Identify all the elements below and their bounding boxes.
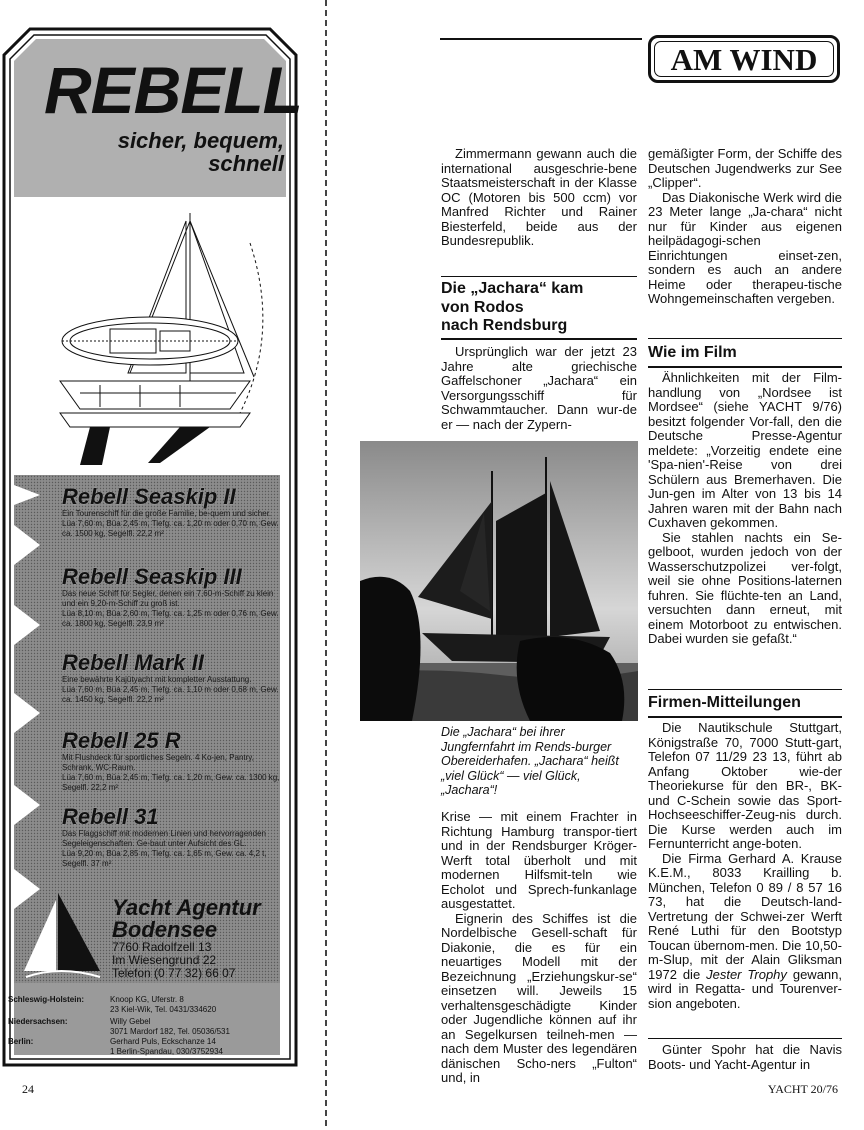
text-segment: Die Firma Gerhard A. Krause K.E.M., 8033 Krailling b. München, Telefon 0 89 / 8 57 16 73, hat die Deutsch-land-Vertretung der Schwei-zer Werft René Luthi für den Bootstyp Toucan übernom-men. Die 10,50-m-Slup, mit der Alain Gliksman 1972 die [648,850,842,982]
section-rule [441,276,637,277]
photo-caption: Die „Jachara“ bei ihrer Jungfernfahrt im Rends-burger Obereiderhafen. „Jachara“ heißt „viel Glück“ — viel Glück, „Jachara“! [441,725,619,797]
model-description: Das Flaggschiff mit modernen Linien und hervorragenden Segeleigenschaften. Ge-baut unter Aufsicht des GL. [62,829,266,848]
magazine-issue: YACHT 20/76 [767,1082,838,1096]
paragraph [648,852,842,1012]
dealer-row [8,995,292,1015]
model-specs: Lüa 7,60 m, Büa 2,45 m, Tiefg. ca. 1,10 m oder 0,68 m, Gew. ca. 1450 kg, Segelfl. 22,2 m² [62,685,279,704]
page-number: 24 [22,1082,34,1096]
model-name: Rebell Seaskip III [62,564,242,589]
agency-address-line-1: 7760 Radolfzell 13 [112,940,212,954]
dealer-region: Berlin: [8,1037,34,1046]
firmen-column [648,721,842,1011]
spohr-column [648,1043,842,1072]
dealer-address-line-2: 1 Berlin-Spandau, 030/3752934 [110,1047,223,1056]
dealer-row [8,1017,292,1037]
model-name: Rebell Seaskip II [62,484,236,509]
dealer-row [8,1037,292,1057]
dealer-region: Niedersachsen: [8,1017,68,1026]
ad-slogan-line-1: sicher, bequem, [117,128,284,153]
article-column-1-intro [441,147,637,249]
section-rule [648,689,842,690]
paragraph: Eignerin des Schiffes ist die Nordelbische Gesell-schaft für Diakonie, die es für ein neuartiges Modell mit der Bezeichnung „Erziehungskur-se“ einsetzen will. Jeweils 15 verhaltensgeschädigte Kinder oder Jugendliche können auf ihr an Segelkursen teilneh-men — nach dem Muster des legendären dänischen Scho-ners „Fulton“ und, in [441,910,637,1085]
model-entry [62,805,282,869]
paragraph: Krise — mit einem Frachter in Richtung Hamburg transpor-tiert und in der Rendsburger Kröger-Werft total überholt und mit modernen Hilfsmit-teln wie Echolot und Sprech-funkanlage ausgestattet. [441,809,637,911]
text-segment: gewann, wird in Regatta- und Tourenver-sion angeboten. [648,966,842,1011]
page-gutter [323,0,329,1130]
paragraph: Das Diakonische Werk wird die 23 Meter lange „Ja-chara“ nicht nur für Kinder aus eigenen heilpädagogi-schen Einrichtungen einset-zen, sondern es auch an andere Heime oder therapeu-tische Wohngemeinschaften vergeben. [648,189,842,306]
paragraph: Sie stahlen nachts ein Se-gelboot, wurden jedoch von der Wasserschutzpolizei ver-folgt, weil sie ohne Positions-laternen fuhren. Sie flüchte-ten an Land, versuchten dann erneut, mit einem Motorboot zu entwischen. Dabei wurden sie gefaßt.“ [648,529,842,646]
paragraph: Günter Spohr hat die Navis Boots- und Yacht-Agentur in [648,1042,842,1072]
jachara-heading-line-2: von Rodos [441,298,524,316]
dealer-address-line-1: Knoop KG, Uferstr. 8 [110,995,184,1004]
article-column-3-top [648,147,842,307]
model-name: Rebell 31 [62,804,159,829]
model-description: Eine bewährte Kajütyacht mit kompletter Ausstattung. [62,675,252,684]
schooner-photo [360,441,638,721]
header-rule [440,38,642,40]
model-entry [62,565,282,629]
model-name: Rebell Mark II [62,650,204,675]
section-rule [648,338,842,339]
model-specs: Lüa 7,60 m, Büa 2,45 m, Tiefg. ca. 1,20 m oder 0,70 m, Gew. ca. 1500 kg, Segelfl. 22,2 m² [62,519,279,538]
section-rule [648,366,842,368]
agency-address-line-2: Im Wiesengrund 22 [112,953,217,967]
agency-phone: Telefon (0 77 32) 66 07 [112,966,236,980]
paragraph: Ähnlichkeiten mit der Film-handlung von „Nordsee ist Mordsee“ (siehe YACHT 9/76) besitzt folgender Vor-fall, den die Deutsche Presse-Agentur meldete: „Vorzeitig endete eine 'Spa-nien'-Reise von drei Schülern aus Bremerhaven. Die Jun-gen im Alter von 13 bis 14 Jahren waren mit der Bahn nach Cuxhaven gekommen. [648,370,842,530]
agency-block [112,897,292,980]
dealer-region: Schleswig-Holstein: [8,995,85,1004]
paragraph: Die Nautikschule Stuttgart, Königstraße 70, 7000 Stutt-gart, Telefon 07 11/29 23 13, führt ab Anfang Oktober wie-der Theoriekurse für den BR-, BK- und C-Schein sowie das Sport-Hochseeschiffer-Zeug-nis durch. Die Kurse werden auch im Fernunterricht ange-boten. [648,720,842,851]
model-entry [62,485,282,539]
model-name: Rebell 25 R [62,728,181,753]
model-description: Mit Flushdeck für sportliches Segeln. 4 Ko-jen, Pantry, Schrank, WC-Raum. [62,753,254,772]
ad-slogan-line-2: schnell [208,151,284,176]
dealer-address-line-2: 3071 Mardorf 182, Tel. 05036/531 [110,1027,230,1036]
model-specs: Lüa 8,10 m, Büa 2,60 m, Tiefg. ca. 1,25 m oder 0,76 m, Gew. ca. 1800 kg, Segelfl. 23,9 m² [62,609,279,628]
jachara-heading [441,280,637,336]
rubric-badge [648,35,840,83]
agency-name-line-1: Yacht Agentur [112,895,261,920]
jachara-column-top [441,345,637,432]
model-entry [62,651,282,705]
paragraph: Ursprünglich war der jetzt 23 Jahre alte griechische Gaffelschoner „Jachara“ ein Versorgungsschiff für Schwammtaucher. Dann wur-de er — nach der Zypern- [441,344,637,432]
model-specs: Lüa 9,20 m, Büa 2,85 m, Tiefg. ca. 1,65 m, Gew. ca. 4,2 t, Segelfl. 37 m² [62,849,267,868]
firmen-heading: Firmen-Mitteilungen [648,694,801,711]
yacht-drawing-illustration [40,213,270,469]
film-column [648,371,842,647]
agency-name-line-2: Bodensee [112,917,218,942]
dealer-address-line-1: Willy Gebel [110,1017,151,1026]
jachara-heading-line-3: nach Rendsburg [441,317,568,334]
model-specs: Lüa 7,60 m, Büa 2,45 m, Tiefg. ca. 1,20 m, Gew. ca. 1300 kg, Segelfl. 22,2 m² [62,773,280,792]
rubric-label: AM WIND [654,41,834,77]
section-rule [648,716,842,718]
model-entry [62,729,282,793]
section-rule [441,338,637,340]
paragraph: gemäßigter Form, der Schiffe des Deutschen Jugendwerks zur See „Clipper“. [648,146,842,190]
rebell-advertisement [0,25,300,1075]
model-description: Das neue Schiff für Segler, denen ein 7,60-m-Schiff zu klein und ein 9,20-m-Schiff zu groß ist. [62,589,274,608]
trophy-name: Jester Trophy [706,966,787,982]
paragraph: Zimmermann gewann auch die international ausgeschrie-bene Staatsmeisterschaft in der Klasse OC (Motoren bis 500 ccm) vor Manfred Richter und Rainer Biesterfeld, beide aus der Bundesrepublik. [441,146,637,248]
model-description: Ein Tourenschiff für die große Familie, be-quem und sicher. [62,509,272,518]
film-heading: Wie im Film [648,344,737,361]
ad-brand-title: REBELL [44,53,302,127]
dealer-address-line-1: Gerhard Puls, Eckschanze 14 [110,1037,216,1046]
jachara-heading-line-1: Die „Jachara“ kam [441,280,584,297]
jachara-column-bottom [441,810,637,1086]
dealer-address-line-2: 23 Kiel-Wik, Tel. 0431/334620 [110,1005,217,1014]
section-rule [648,1038,842,1039]
